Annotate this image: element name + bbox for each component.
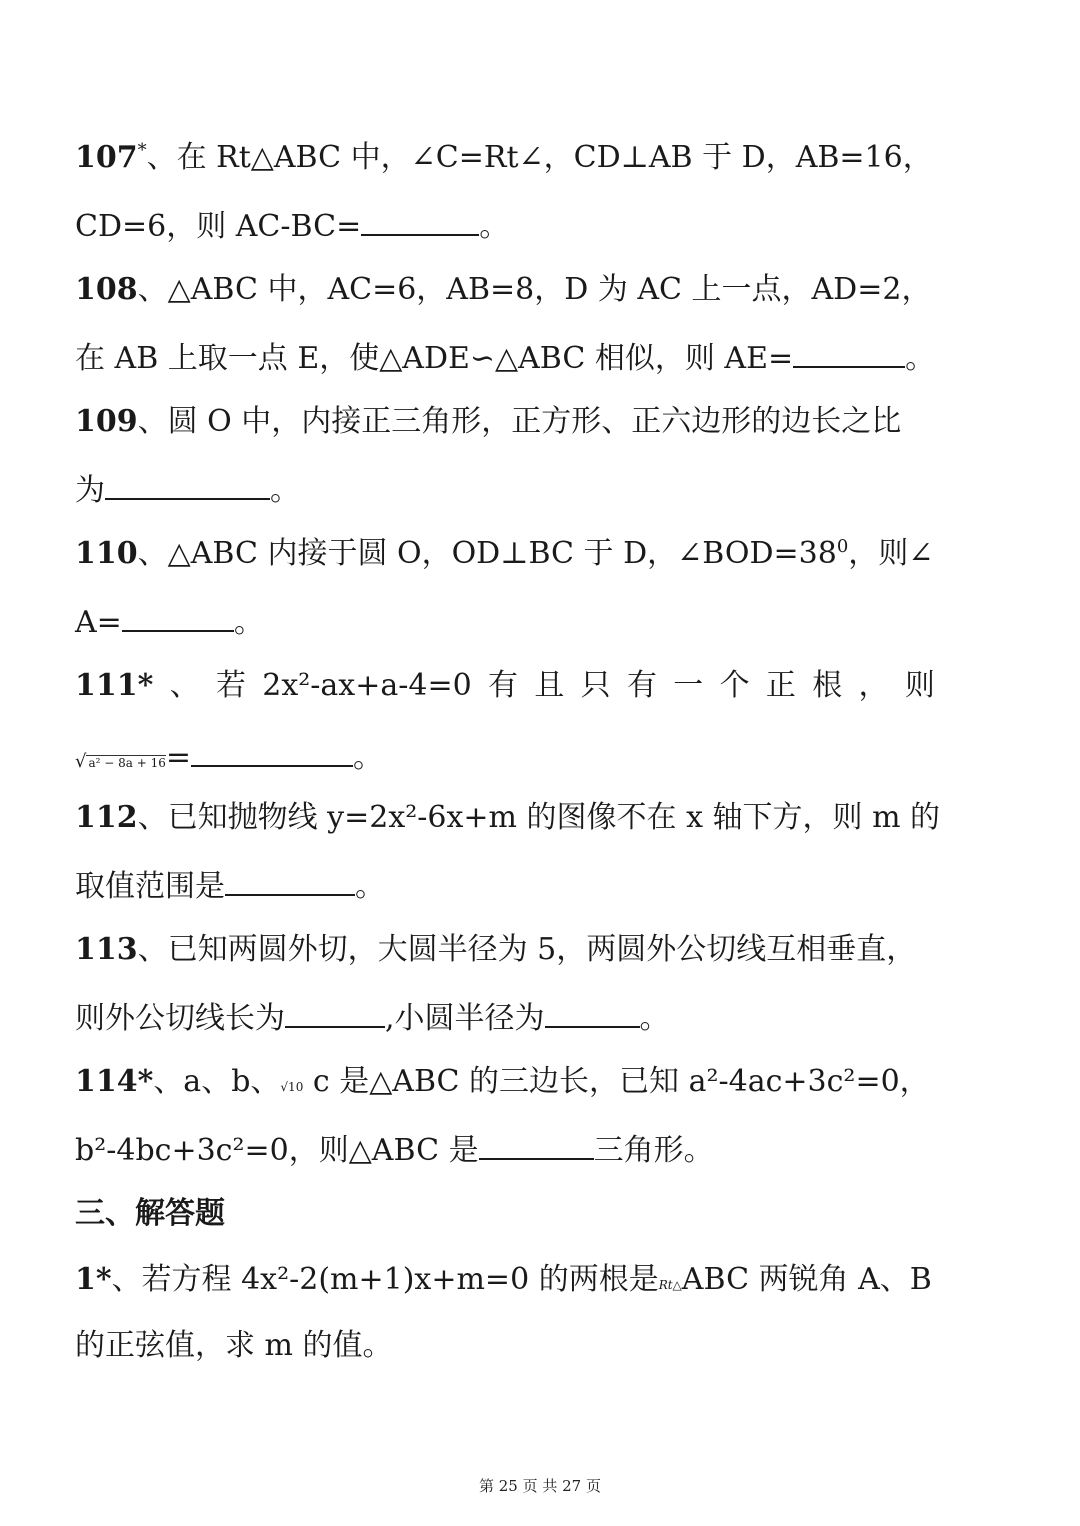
section-title: 三、解答题 <box>75 1196 225 1231</box>
answer-blank[interactable] <box>122 600 234 632</box>
question-107-line1: 107*、在 Rt△ABC 中，∠C=Rt∠，CD⊥AB 于 D，AB=16， <box>75 140 933 175</box>
question-111-line2: √ a² − 8a + 16= 。 <box>75 735 935 783</box>
page-footer: 第 25 页 共 27 页 <box>478 1477 601 1495</box>
answer-blank[interactable] <box>793 336 905 368</box>
answer-blank[interactable] <box>191 735 353 767</box>
question-107-line2: CD=6，则 AC-BC= 。 <box>75 204 935 247</box>
answer-blank[interactable] <box>545 996 640 1028</box>
question-113-line2: 则外公切线长为 ,小圆半径为 。 <box>75 996 935 1039</box>
answer-question-1-line1: 1*、若方程 4x²-2(m+1)x+m=0 的两根是Rt△ABC 两锐角 A、B <box>75 1262 932 1297</box>
answer-question-1-line2: 的正弦值，求 m 的值。 <box>75 1328 393 1363</box>
answer-blank[interactable] <box>361 204 479 236</box>
question-number: 107 <box>75 140 138 175</box>
answer-blank[interactable] <box>285 996 385 1028</box>
question-109-line2: 为 。 <box>75 468 935 511</box>
question-108-line2: 在 AB 上取一点 E，使△ADE∽△ABC 相似，则 AE= 。 <box>75 336 935 379</box>
question-109-line1: 109、圆 O 中，内接正三角形，正方形、正六边形的边长之比 <box>75 404 902 439</box>
answer-blank[interactable] <box>479 1128 594 1160</box>
question-113-line1: 113、已知两圆外切，大圆半径为 5，两圆外公切线互相垂直， <box>75 932 917 967</box>
question-114-line2: b²-4bc+3c²=0，则△ABC 是 三角形。 <box>75 1128 935 1171</box>
answer-blank[interactable] <box>105 468 270 500</box>
question-110-line1: 110、△ABC 内接于圆 O，OD⊥BC 于 D，$\angle BOD=38^0$，则∠ <box>75 536 934 571</box>
answer-blank[interactable] <box>225 864 355 896</box>
question-112-line1: 112、已知抛物线 y=2x²-6x+m 的图像不在 x 轴下方，则 m 的 <box>75 800 941 835</box>
question-111-line1: 111* 、 若 2x²-ax+a-4=0 有 且 只 有 一 个 正 根 ， 则 <box>75 668 935 703</box>
question-108-line1: 108、△ABC 中，AC=6，AB=8，D 为 AC 上一点，AD=2， <box>75 272 932 307</box>
question-114-line1: 114*、a、b、√10 c 是△ABC 的三边长，已知 a²-4ac+3c²=0， <box>75 1064 930 1099</box>
question-112-line2: 取值范围是 。 <box>75 864 935 907</box>
sqrt-expression: √ a² − 8a + 16 <box>75 751 166 772</box>
question-110-line2: A= 。 <box>75 600 935 643</box>
